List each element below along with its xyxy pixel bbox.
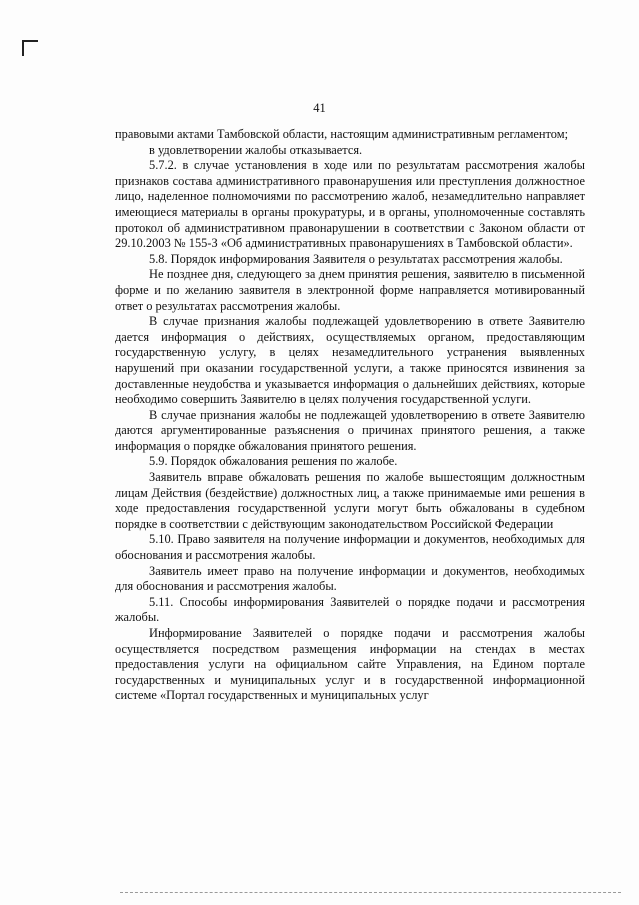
paragraph-5-7-2: 5.7.2. в случае установления в ходе или по результатам рассмотрения жалобы признаков состава административного правонарушения или преступления должностное лицо, наделенное полномочиями по рассмотрению жалоб, незамедлительно направляет имеющиеся материалы в органы прокуратуры, и в органы, уполномоченные составлять протокол об административном правонарушении в соответствии с Законом области от 29.10.2003 № 155-З «Об административных правонарушениях в Тамбовской области». bbox=[115, 158, 585, 251]
paragraph-refusal: в удовлетворении жалобы отказывается. bbox=[149, 142, 363, 157]
document-body bbox=[115, 127, 585, 704]
scan-corner-mark bbox=[22, 40, 38, 56]
page-number: 41 bbox=[313, 101, 326, 115]
paragraph-5-9-heading: 5.9. Порядок обжалования решения по жалобе. bbox=[149, 454, 398, 469]
paragraph-5-8-heading: 5.8. Порядок информирования Заявителя о результатах рассмотрения жалобы. bbox=[149, 251, 563, 266]
paragraph-information-rights: Заявитель имеет право на получение информации и документов, необходимых для обоснования и рассмотрения жалобы. bbox=[115, 563, 585, 594]
paragraph-complaint-rejected: В случае признания жалобы не подлежащей удовлетворению в ответе Заявителю даются аргументированные разъяснения о причинах принятого решения, а также информация о порядке обжалования принятого решения. bbox=[115, 407, 585, 453]
paragraph-complaint-satisfied: В случае признания жалобы подлежащей удовлетворению в ответе Заявителю дается информация о действиях, осуществляемых органом, предоставляющим государственную услугу, в целях незамедлительного устранения выявленных нарушений при оказании государственной услуги, а также приносятся извинения за доставленные неудобства и указывается информация о дальнейших действиях, которые необходимо совершить Заявителю в целях получения государственной услуги. bbox=[115, 314, 585, 407]
paragraph-5-11-heading: 5.11. Способы информирования Заявителей о порядке подачи и рассмотрения жалобы. bbox=[115, 594, 585, 625]
scan-bottom-edge bbox=[120, 892, 621, 893]
paragraph-5-10-heading: 5.10. Право заявителя на получение информации и документов, необходимых для обоснования и рассмотрения жалобы. bbox=[115, 532, 585, 563]
paragraph-informing-methods: Информирование Заявителей о порядке подачи и рассмотрения жалобы осуществляется посредством размещения информации на стендах в местах предоставления услуги на официальном сайте Управления, на Едином портале государственных и муниципальных услуг и в государственной информационной системе «Портал государственных и муниципальных услуг bbox=[115, 626, 585, 703]
paragraph-appeal-rights: Заявитель вправе обжаловать решения по жалобе вышестоящим должностным лицам Действия (бездействие) должностных лиц, а также принимаемые ими решения в ходе предоставления государственной услуги могут быть обжалованы в судебном порядке в соответствии с действующим законодательством Российской Федерации bbox=[115, 470, 585, 531]
paragraph-continuation: правовыми актами Тамбовской области, настоящим административным регламентом; bbox=[115, 127, 569, 141]
paragraph-response-deadline: Не позднее дня, следующего за днем принятия решения, заявителю в письменной форме и по желанию заявителя в электронной форме направляется мотивированный ответ о результатах рассмотрения жалобы. bbox=[115, 267, 585, 313]
